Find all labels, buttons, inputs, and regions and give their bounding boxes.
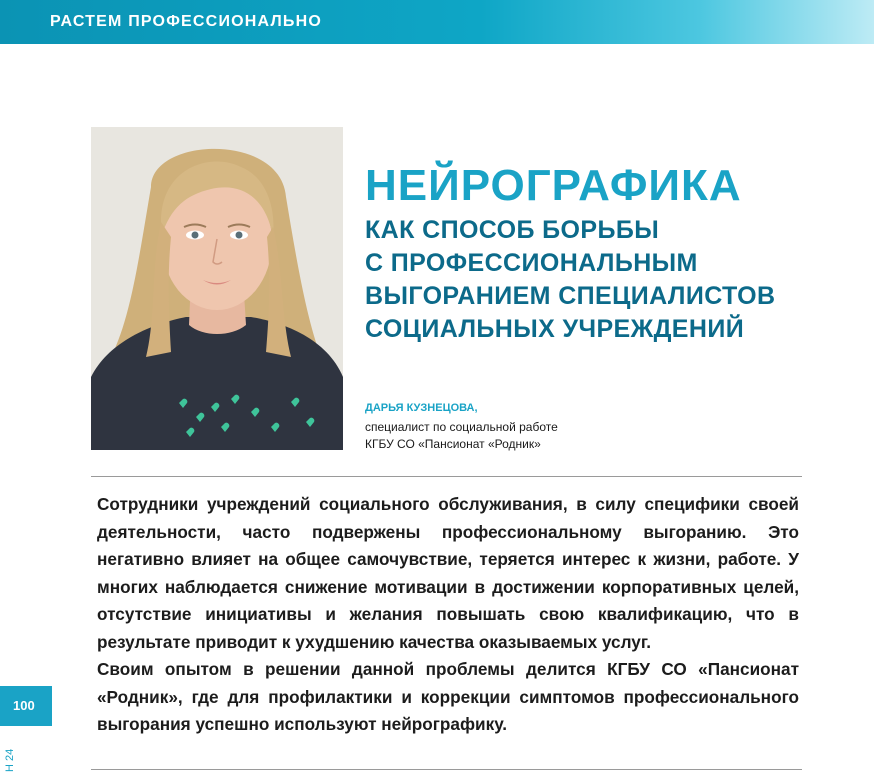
subtitle-line: КАК СПОСОБ БОРЬБЫ [365, 216, 660, 244]
author-photo [91, 127, 343, 450]
side-label: Н 24 [4, 748, 16, 772]
article-title: НЕЙРОГРАФИКА [365, 161, 742, 210]
section-title: РАСТЕМ ПРОФЕССИОНАЛЬНО [50, 13, 323, 30]
author-role: специалист по социальной работе [365, 420, 558, 434]
page-number: 100 [13, 698, 35, 713]
divider-bottom [91, 769, 802, 770]
divider [91, 476, 802, 477]
subtitle-line: С ПРОФЕССИОНАЛЬНЫМ [365, 249, 698, 277]
subtitle-line: ВЫГОРАНИЕМ СПЕЦИАЛИСТОВ [365, 282, 776, 310]
intro-paragraph: Сотрудники учреждений социального обслуживания, в силу специфики своей деятельности, часто подвержены профессиональному выгоранию. Это негативно влияет на общее самочувствие, теряется интерес к жизни, работе. У многих наблюдается снижение мотивации в достижении корпоративных целей, отсутствие инициативы и желания повышать свою квалификацию, что в результате приводит к ухудшению качества оказываемых услуг. [97, 494, 799, 652]
header-bar [0, 0, 874, 44]
article-subtitle [365, 214, 855, 346]
page-number-badge [0, 686, 52, 726]
author-organization: КГБУ СО «Пансионат «Родник» [365, 437, 541, 451]
author-name: ДАРЬЯ КУЗНЕЦОВА, [365, 402, 478, 414]
intro-paragraph: Своим опытом в решении данной проблемы делится КГБУ СО «Пансионат «Родник», где для профилактики и коррекции симптомов профессионального выгорания успешно используют нейрографику. [97, 659, 799, 734]
intro-text [97, 491, 799, 739]
subtitle-line: СОЦИАЛЬНЫХ УЧРЕЖДЕНИЙ [365, 315, 745, 343]
